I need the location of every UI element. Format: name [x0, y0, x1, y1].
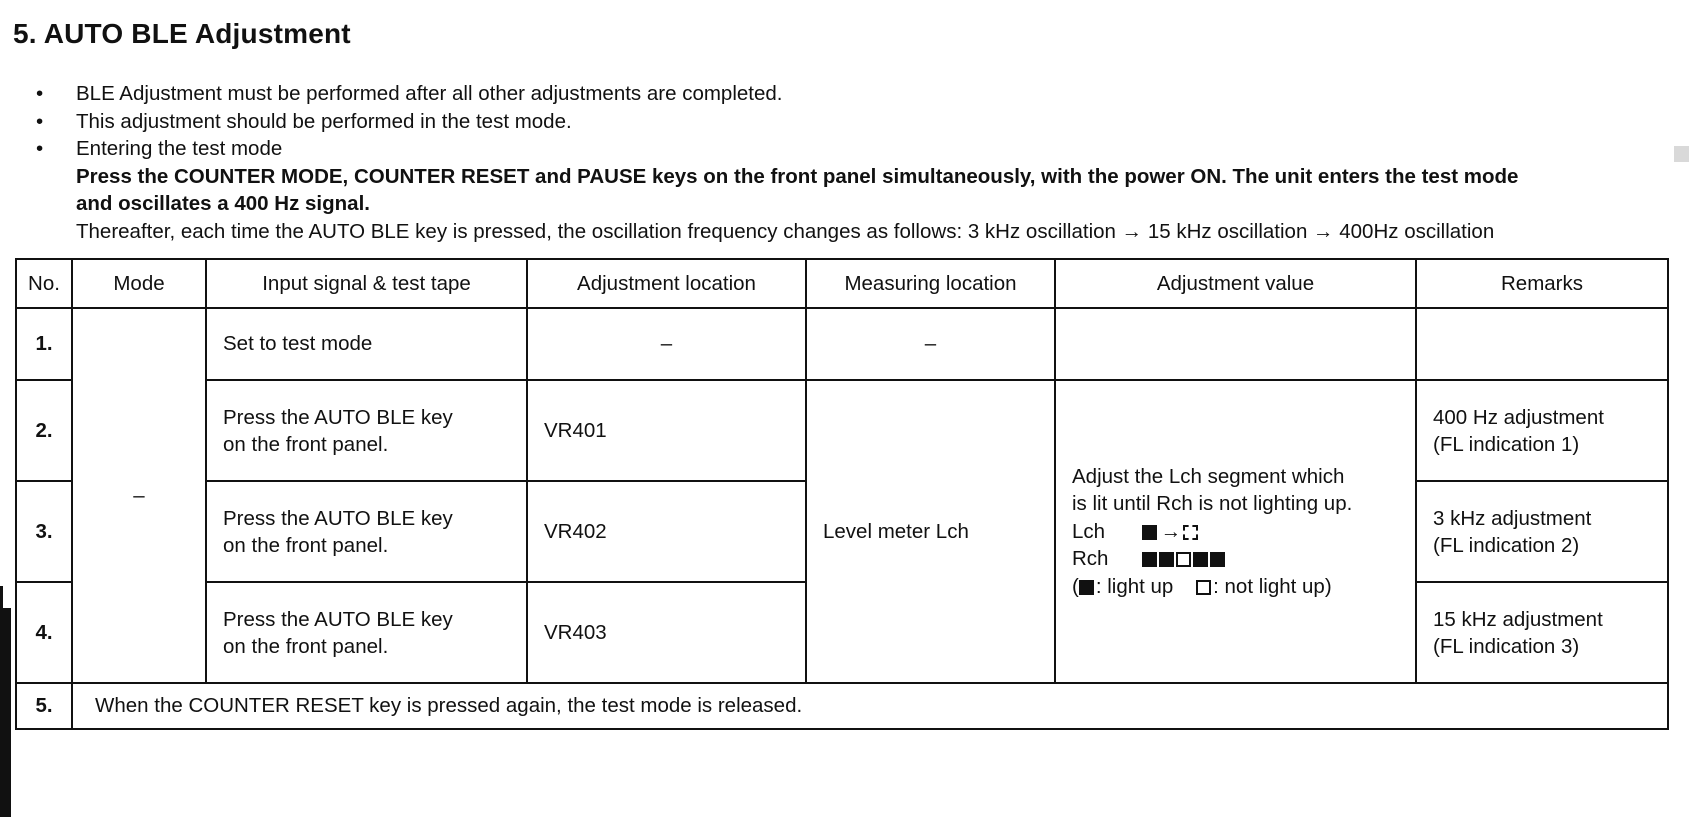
segment-unlit-icon: [1183, 525, 1198, 540]
scan-edge-mark: [0, 586, 3, 608]
cell-adjustment-location: VR401: [527, 380, 806, 481]
segment-unlit-icon: [1196, 580, 1211, 595]
rch-indicator: [1072, 545, 1415, 573]
segment-lit-icon: [1210, 552, 1225, 567]
segment-unlit-icon: [1176, 552, 1191, 567]
adj-value-line: Adjust the Lch segment which: [1072, 464, 1345, 488]
note-item: [36, 135, 1676, 245]
header-adjustment-location: Adjustment location: [527, 259, 806, 308]
scrollbar-thumb[interactable]: [1674, 146, 1689, 162]
header-measuring-location: Measuring location: [806, 259, 1055, 308]
note-item: [36, 80, 1676, 108]
input-line: on the front panel.: [223, 634, 389, 658]
lch-label: Lch: [1072, 519, 1106, 543]
adj-value-line: is lit until Rch is not lighting up.: [1072, 492, 1353, 516]
input-line: on the front panel.: [223, 432, 389, 456]
legend-unlit-text: : not light up): [1213, 574, 1332, 598]
note-detail-line: Press the COUNTER MODE, COUNTER RESET and PAUSE keys on the front panel simultaneously, with the power ON. The unit enters the test mode: [76, 164, 1519, 188]
cell-input: [206, 582, 527, 683]
header-adjustment-value: Adjustment value: [1055, 259, 1416, 308]
adjustment-table: [15, 258, 1669, 730]
note-detail-line: Thereafter, each time the AUTO BLE key is pressed, the oscillation frequency changes as follows: 3 kHz oscillation → 15 kHz oscillation → 400Hz oscillation: [76, 219, 1495, 243]
note-text: This adjustment should be performed in the test mode.: [76, 109, 572, 133]
cell-no: 2.: [16, 380, 72, 481]
cell-input: [206, 481, 527, 582]
cell-no: 1.: [16, 308, 72, 380]
remarks-line: (FL indication 3): [1433, 634, 1580, 658]
cell-adjustment-value: [1055, 380, 1416, 683]
cell-input: Set to test mode: [206, 308, 527, 380]
segment-lit-icon: [1142, 552, 1157, 567]
segment-lit-icon: [1159, 552, 1174, 567]
cell-measuring-location: –: [806, 308, 1055, 380]
table-row: [16, 308, 1668, 380]
segment-lit-icon: [1193, 552, 1208, 567]
input-line: Press the AUTO BLE key: [223, 506, 453, 530]
arrow-icon: →: [1160, 519, 1182, 543]
remarks-line: (FL indication 1): [1433, 432, 1580, 456]
cell-adjustment-location: –: [527, 308, 806, 380]
cell-input: [206, 380, 527, 481]
header-no: No.: [16, 259, 72, 308]
scan-edge-bar: [0, 608, 11, 817]
header-remarks: Remarks: [1416, 259, 1668, 308]
cell-remarks: [1416, 308, 1668, 380]
bullet-icon: •: [36, 82, 44, 105]
note-item: [36, 108, 1676, 136]
remarks-line: 3 kHz adjustment: [1433, 506, 1592, 530]
bullet-icon: •: [36, 137, 44, 160]
cell-release-message: When the COUNTER RESET key is pressed again, the test mode is released.: [72, 683, 1668, 729]
legend-lit-text: : light up: [1095, 574, 1174, 598]
lch-indicator: [1072, 518, 1415, 546]
segment-lit-icon: [1142, 525, 1157, 540]
remarks-line: 15 kHz adjustment: [1433, 607, 1603, 631]
cell-adjustment-location: VR403: [527, 582, 806, 683]
note-text: BLE Adjustment must be performed after all other adjustments are completed.: [76, 82, 783, 105]
table-header-row: [16, 259, 1668, 308]
cell-mode: –: [72, 308, 206, 683]
cell-no: 4.: [16, 582, 72, 683]
note-detail-line: and oscillates a 400 Hz signal.: [76, 192, 370, 215]
legend-open: (: [1072, 574, 1079, 598]
header-input: Input signal & test tape: [206, 259, 527, 308]
notes-list: [36, 80, 1676, 245]
cell-remarks: [1416, 380, 1668, 481]
input-line: Press the AUTO BLE key: [223, 405, 453, 429]
bullet-icon: •: [36, 109, 44, 133]
input-line: on the front panel.: [223, 533, 389, 557]
rch-label: Rch: [1072, 547, 1109, 571]
table-row: [16, 380, 1668, 481]
segment-legend: [1072, 573, 1415, 601]
cell-no: 3.: [16, 481, 72, 582]
cell-measuring-location: Level meter Lch: [806, 380, 1055, 683]
remarks-line: (FL indication 2): [1433, 533, 1580, 557]
cell-remarks: [1416, 481, 1668, 582]
segment-lit-icon: [1079, 580, 1094, 595]
header-mode: Mode: [72, 259, 206, 308]
cell-adjustment-value: [1055, 308, 1416, 380]
note-text: Entering the test mode: [76, 137, 283, 160]
remarks-line: 400 Hz adjustment: [1433, 405, 1604, 429]
cell-remarks: [1416, 582, 1668, 683]
section-title: 5. AUTO BLE Adjustment: [13, 18, 351, 49]
input-line: Press the AUTO BLE key: [223, 607, 453, 631]
table-row: [16, 683, 1668, 729]
cell-adjustment-location: VR402: [527, 481, 806, 582]
cell-no: 5.: [16, 683, 72, 729]
